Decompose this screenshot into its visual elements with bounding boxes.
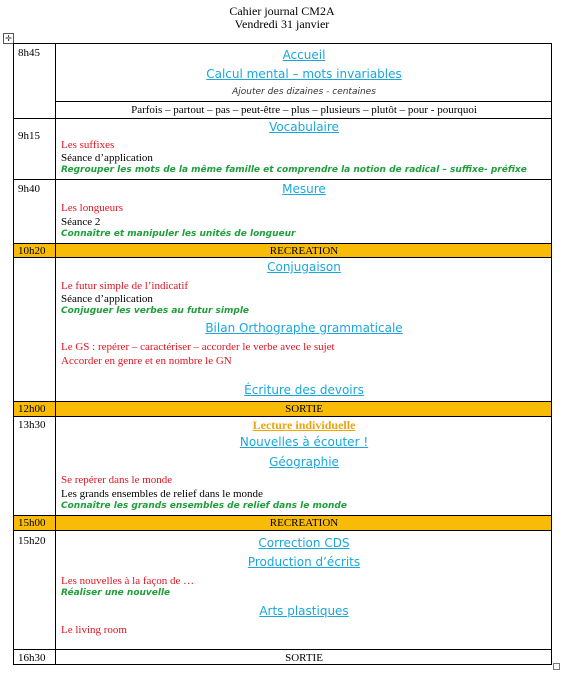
activity-title: Arts plastiques [259, 604, 349, 618]
lesson-objective: Conjuguer les verbes au futur simple [61, 306, 250, 316]
table-resize-handle-icon[interactable] [553, 663, 560, 670]
time-slot: 9h15 [18, 130, 40, 142]
lesson-objective: Réaliser une nouvelle [61, 588, 171, 598]
lesson-topic: Le futur simple de l’indicatif [61, 280, 189, 292]
session-label: Séance 2 [61, 216, 101, 228]
session-label: Séance d’application [61, 152, 153, 164]
exit-label: SORTIE [285, 652, 323, 664]
lesson-detail: Les grands ensembles de relief dans le monde [61, 488, 263, 500]
time-column-divider [55, 43, 56, 665]
activity-title: Écriture des devoirs [244, 383, 364, 397]
time-slot: 12h00 [18, 403, 46, 415]
activity-title: Production d’écrits [247, 555, 361, 569]
row-divider [13, 118, 552, 119]
activity-title: Accueil [282, 48, 326, 62]
invariable-words: Parfois – partout – pas – peut-être – plus – plusieurs – plutôt – pour - pourquoi [131, 104, 477, 116]
break-label: RECREATION [269, 517, 339, 529]
activity-title: Calcul mental – mots invariables [206, 67, 402, 81]
lesson-topic: Les suffixes [61, 139, 115, 151]
time-slot: 15h20 [18, 535, 46, 547]
schedule-table [13, 43, 552, 665]
row-divider [56, 101, 552, 102]
time-slot: 13h30 [18, 419, 46, 431]
activity-title: Vocabulaire [269, 120, 339, 134]
activity-title: Conjugaison [267, 260, 341, 274]
lesson-objective: Connaître et manipuler les unités de longueur [61, 229, 296, 239]
break-label: RECREATION [269, 245, 339, 257]
time-slot: 8h45 [18, 47, 40, 59]
lesson-objective: Connaître les grands ensembles de relief dans le monde [61, 501, 347, 511]
lesson-topic: Accorder en genre et en nombre le GN [61, 355, 232, 367]
lesson-objective: Regrouper les mots de la même famille et comprendre la notion de radical – suffixe- préfixe [61, 165, 527, 175]
activity-title: Nouvelles à écouter ! [239, 435, 369, 449]
activity-title: Mesure [282, 182, 326, 196]
journal-date: Vendredi 31 janvier [234, 17, 330, 31]
row-divider [13, 649, 552, 650]
time-slot: 10h20 [18, 245, 46, 257]
lesson-topic: Les nouvelles à la façon de … [61, 575, 195, 587]
activity-title: Correction CDS [258, 536, 350, 550]
lesson-topic: Le living room [61, 624, 127, 636]
lesson-topic: Se repérer dans le monde [61, 474, 173, 486]
session-label: Séance d’application [61, 293, 153, 305]
exit-label: SORTIE [285, 403, 323, 415]
table-move-handle-icon[interactable]: ✛ [3, 33, 14, 44]
lesson-topic: Le GS : repérer – caractériser – accorder le verbe avec le sujet [61, 341, 335, 353]
time-slot: 15h00 [18, 517, 46, 529]
activity-title: Lecture individuelle [252, 418, 356, 432]
activity-title: Géographie [269, 455, 339, 469]
activity-subtitle: Ajouter des dizaines - centaines [232, 87, 376, 97]
time-slot: 16h30 [18, 652, 46, 664]
time-slot: 9h40 [18, 183, 40, 195]
journal-title: Cahier journal CM2A [229, 4, 335, 18]
lesson-topic: Les longueurs [61, 202, 124, 214]
row-divider [13, 179, 552, 180]
activity-title: Bilan Orthographe grammaticale [205, 321, 403, 335]
